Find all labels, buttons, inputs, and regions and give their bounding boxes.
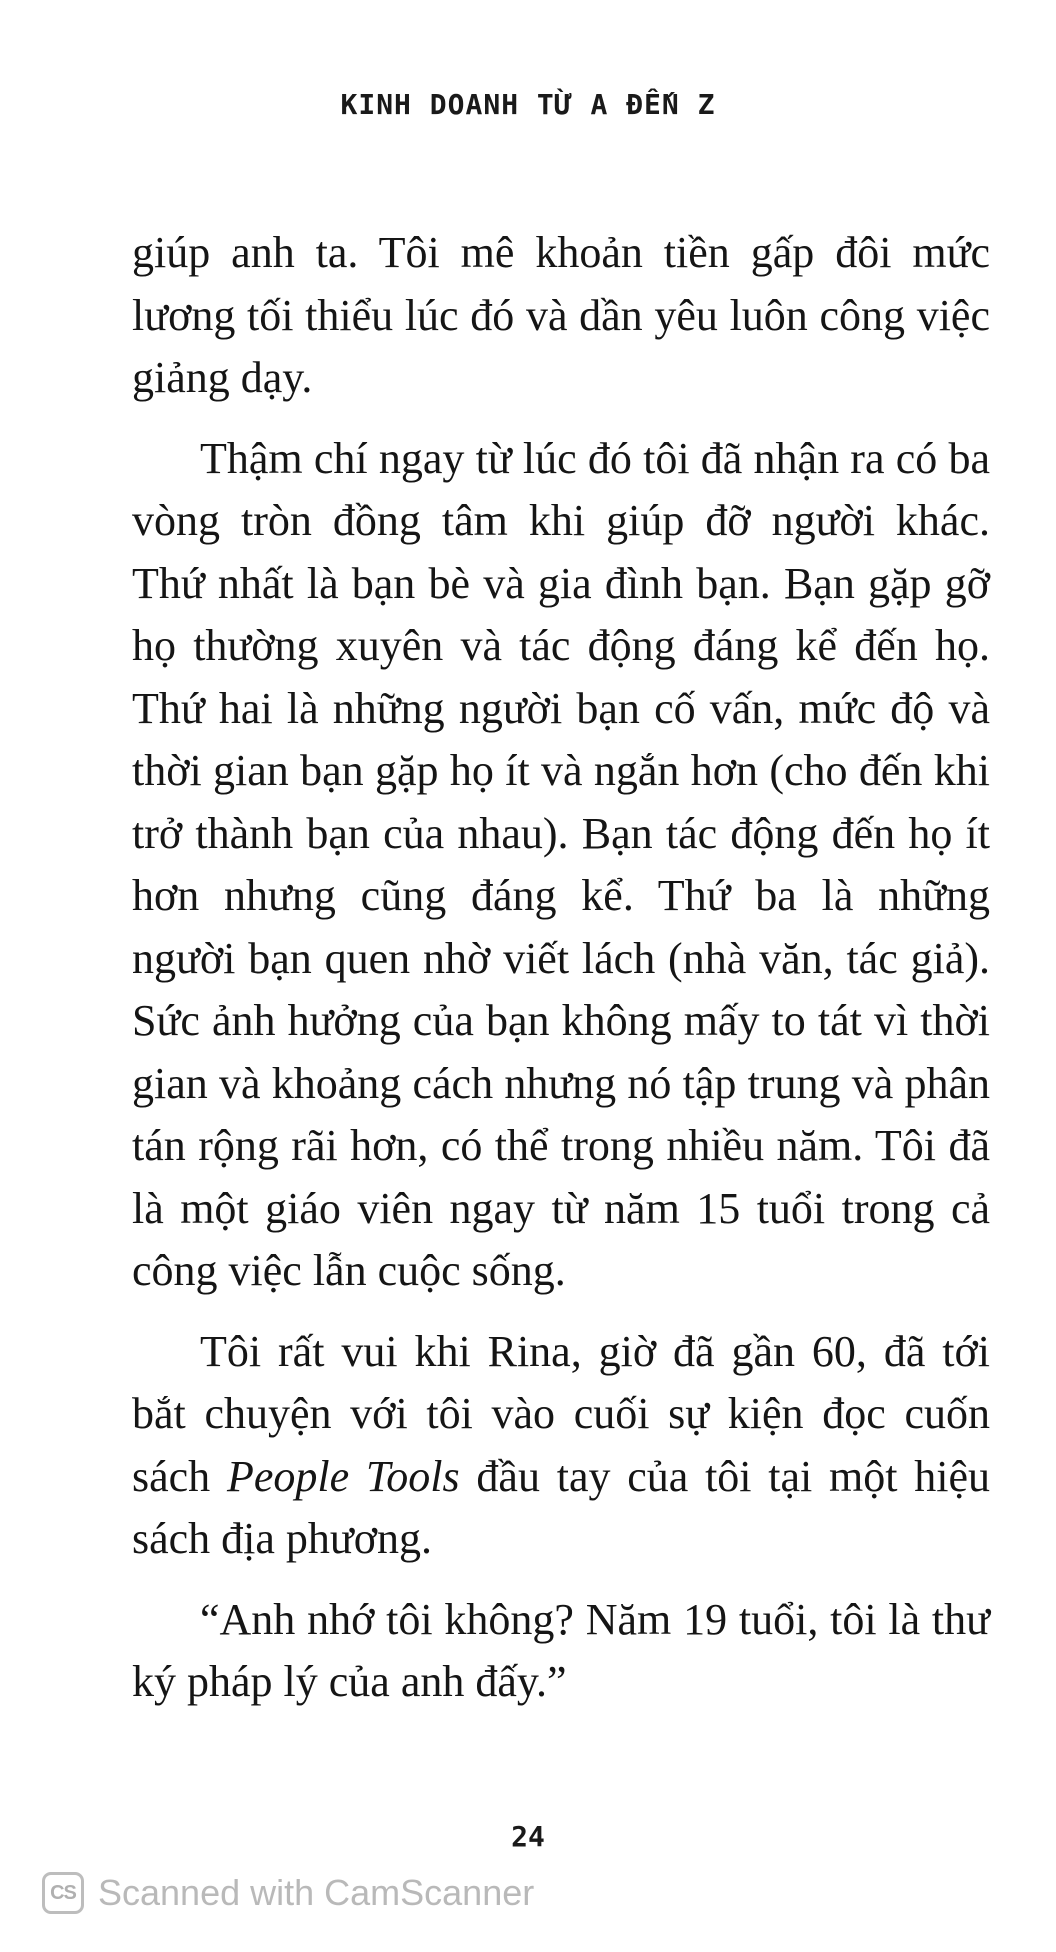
paragraph-3-text-end: đầu tay của tôi tại một hiệu sách địa phương.	[132, 1451, 990, 1563]
running-header: KINH DOANH TỪ A ĐẾN Z	[340, 88, 716, 121]
paragraph-3-text-start: Tôi rất vui khi Rina, giờ đã gần 60, đã tới bắt chuyện với tôi vào cuối sự kiện đọc cuốn sách	[132, 1326, 990, 1501]
paragraph-1: giúp anh ta. Tôi mê khoản tiền gấp đôi mức lương tối thiểu lúc đó và dần yêu luôn công việc giảng dạy.	[132, 228, 990, 402]
book-title: People Tools	[226, 1451, 460, 1501]
body-text	[132, 222, 990, 1732]
watermark-text: Scanned with CamScanner	[98, 1872, 535, 1913]
paragraph-2: Thậm chí ngay từ lúc đó tôi đã nhận ra có ba vòng tròn đồng tâm khi giúp đỡ người khác. Thứ nhất là bạn bè và gia đình bạn. Bạn gặp gỡ họ thường xuyên và tác động đáng kể đến họ. Thứ hai là những người bạn cố vấn, mức độ và thời gian bạn gặp họ ít và ngắn hơn (cho đến khi trở thành bạn của nhau). Bạn tác động đến họ ít hơn nhưng cũng đáng kể. Thứ ba là những người bạn quen nhờ viết lách (nhà văn, tác giả). Sức ảnh hưởng của bạn không mấy to tát vì thời gian và khoảng cách nhưng nó tập trung và phân tán rộng rãi hơn, có thể trong nhiều năm. Tôi đã là một giáo viên ngay từ năm 15 tuổi trong cả công việc lẫn cuộc sống.	[132, 433, 990, 1295]
camscanner-logo-icon: CS	[42, 1872, 84, 1914]
paragraph-4: “Anh nhớ tôi không? Năm 19 tuổi, tôi là thư ký pháp lý của anh đấy.”	[132, 1594, 990, 1706]
paragraph-3	[132, 1321, 990, 1571]
camscanner-watermark	[42, 1868, 534, 1918]
page-number: 24	[511, 1820, 545, 1853]
